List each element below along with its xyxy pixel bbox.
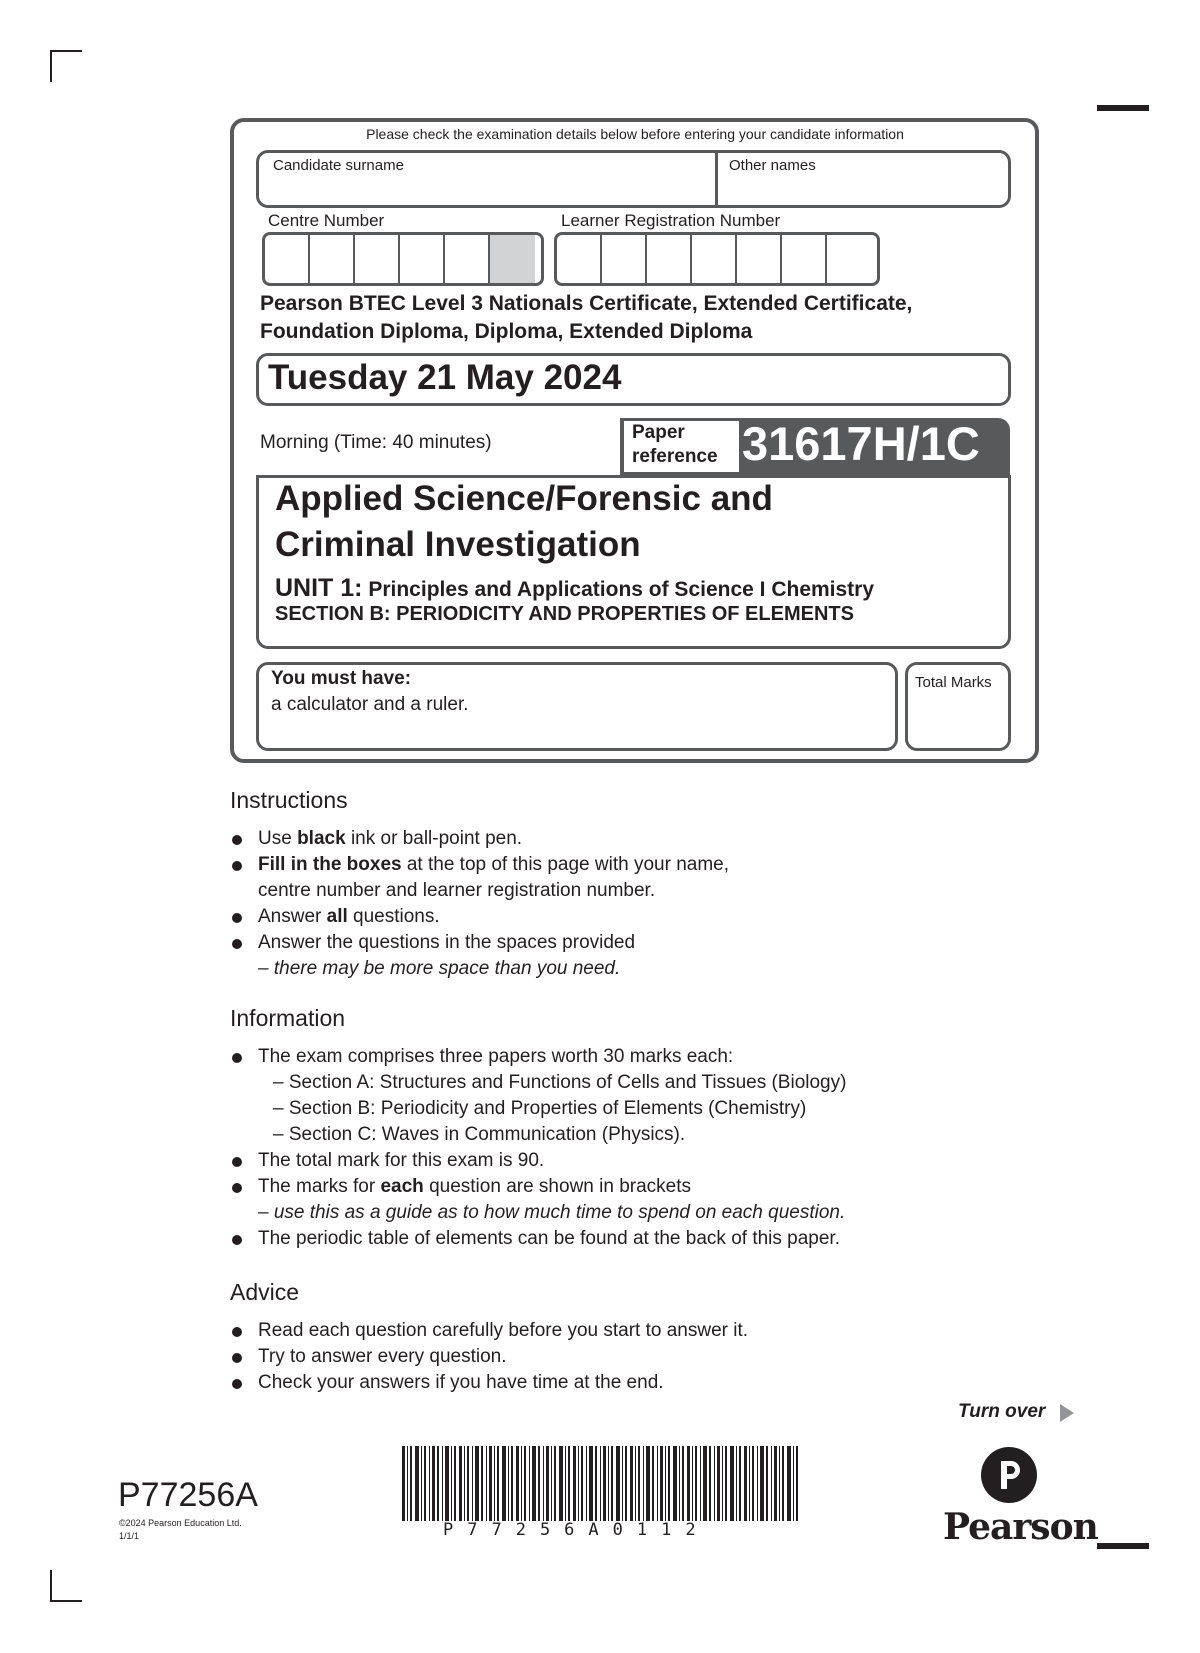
- pearson-logo-icon: [980, 1446, 1038, 1504]
- learner-digit-box[interactable]: [602, 235, 647, 283]
- paper-reference-label-1: Paper: [632, 422, 685, 443]
- learner-digit-box[interactable]: [557, 235, 602, 283]
- exam-date: Tuesday 21 May 2024: [268, 358, 622, 397]
- registration-mark-bottom: [1097, 1543, 1149, 1549]
- unit-text: Principles and Applications of Science I Chemistry: [362, 578, 875, 601]
- list-item: The total mark for this exam is 90.: [230, 1148, 1030, 1174]
- requirements-text: a calculator and a ruler.: [271, 694, 469, 715]
- unit-prefix: UNIT 1:: [275, 574, 363, 602]
- list-item: Answer all questions.: [230, 904, 930, 930]
- centre-digit-box[interactable]: [265, 235, 310, 283]
- list-item: Read each question carefully before you start to answer it.: [230, 1318, 1030, 1344]
- crop-mark-bottom-left-h: [50, 1600, 82, 1602]
- name-divider: [715, 152, 718, 206]
- advice-list: [230, 1318, 1030, 1396]
- print-code: 1/1/1: [119, 1531, 140, 1541]
- crop-mark-top-left-v: [50, 50, 52, 82]
- centre-number-boxes[interactable]: [262, 232, 544, 286]
- unit-title: [275, 574, 874, 603]
- pearson-wordmark: Pearson: [943, 1506, 1098, 1548]
- centre-digit-box[interactable]: [355, 235, 400, 283]
- list-item: Answer the questions in the spaces provided: [230, 930, 930, 956]
- list-item: Try to answer every question.: [230, 1344, 1030, 1370]
- exam-session: Morning (Time: 40 minutes): [260, 432, 492, 453]
- crop-mark-top-left-h: [50, 50, 82, 52]
- list-sub-item: – Section A: Structures and Functions of Cells and Tissues (Biology): [273, 1072, 847, 1093]
- section-title: SECTION B: PERIODICITY AND PROPERTIES OF ELEMENTS: [275, 603, 854, 625]
- registration-mark-top: [1097, 105, 1149, 111]
- list-sub-item: – Section B: Periodicity and Properties of Elements (Chemistry): [273, 1098, 807, 1119]
- advice-heading: Advice: [230, 1279, 300, 1305]
- centre-digit-box[interactable]: [400, 235, 445, 283]
- list-sub-item: – Section C: Waves in Communication (Physics).: [273, 1124, 686, 1145]
- requirements-heading: You must have:: [271, 668, 412, 689]
- turn-over-text: Turn over: [958, 1401, 1046, 1422]
- barcode-number: P77256A0112: [443, 1520, 710, 1540]
- list-item-continuation: – there may be more space than you need.: [258, 958, 621, 979]
- qualification-title: [260, 290, 912, 346]
- other-names-label: Other names: [729, 157, 816, 174]
- centre-digit-box[interactable]: [445, 235, 490, 283]
- list-item: Check your answers if you have time at the end.: [230, 1370, 1030, 1396]
- learner-digit-box[interactable]: [692, 235, 737, 283]
- list-item: Fill in the boxes at the top of this page with your name,: [230, 852, 930, 878]
- subject-title-line-2: Criminal Investigation: [275, 525, 641, 564]
- qualification-line-1: Pearson BTEC Level 3 Nationals Certificate, Extended Certificate,: [260, 292, 913, 315]
- centre-number-label: Centre Number: [268, 211, 385, 230]
- list-item: Use black ink or ball-point pen.: [230, 826, 930, 852]
- paper-code: P77256A: [118, 1476, 258, 1514]
- qualification-line-2: Foundation Diploma, Diploma, Extended Diploma: [260, 320, 753, 343]
- check-notice: Please check the examination details below before entering your candidate information: [366, 126, 904, 142]
- copyright: ©2024 Pearson Education Ltd.: [119, 1518, 242, 1528]
- paper-reference-label-2: reference: [632, 446, 718, 467]
- centre-digit-box-shaded: [490, 235, 535, 283]
- paper-reference-code: 31617H/1C: [742, 417, 980, 470]
- learner-digit-box[interactable]: [647, 235, 692, 283]
- subject-title: [275, 476, 773, 568]
- instructions-list: [230, 826, 930, 982]
- barcode-icon: [402, 1446, 798, 1521]
- list-item-continuation: centre number and learner registration number.: [258, 880, 656, 901]
- learner-digit-box[interactable]: [737, 235, 782, 283]
- other-names-field[interactable]: [722, 175, 1004, 203]
- learner-registration-label: Learner Registration Number: [561, 211, 781, 230]
- candidate-surname-label: Candidate surname: [273, 157, 404, 174]
- instructions-heading: Instructions: [230, 787, 348, 813]
- information-heading: Information: [230, 1005, 346, 1031]
- learner-digit-box[interactable]: [827, 235, 872, 283]
- list-item: The periodic table of elements can be found at the back of this paper.: [230, 1226, 1030, 1252]
- list-item: The marks for each question are shown in brackets: [230, 1174, 1030, 1200]
- list-item: The exam comprises three papers worth 30 marks each:: [230, 1044, 1030, 1070]
- subject-title-line-1: Applied Science/Forensic and: [275, 479, 773, 518]
- information-list: [230, 1044, 1030, 1252]
- learner-registration-boxes[interactable]: [554, 232, 880, 286]
- candidate-surname-field[interactable]: [262, 175, 710, 203]
- paper-reference-label: [624, 421, 739, 472]
- crop-mark-bottom-left-v: [50, 1570, 52, 1602]
- total-marks-label: Total Marks: [915, 674, 992, 691]
- list-item-continuation: – use this as a guide as to how much time to spend on each question.: [258, 1202, 846, 1223]
- centre-digit-box[interactable]: [310, 235, 355, 283]
- learner-digit-box[interactable]: [782, 235, 827, 283]
- turn-over-arrow-icon: [1060, 1404, 1074, 1422]
